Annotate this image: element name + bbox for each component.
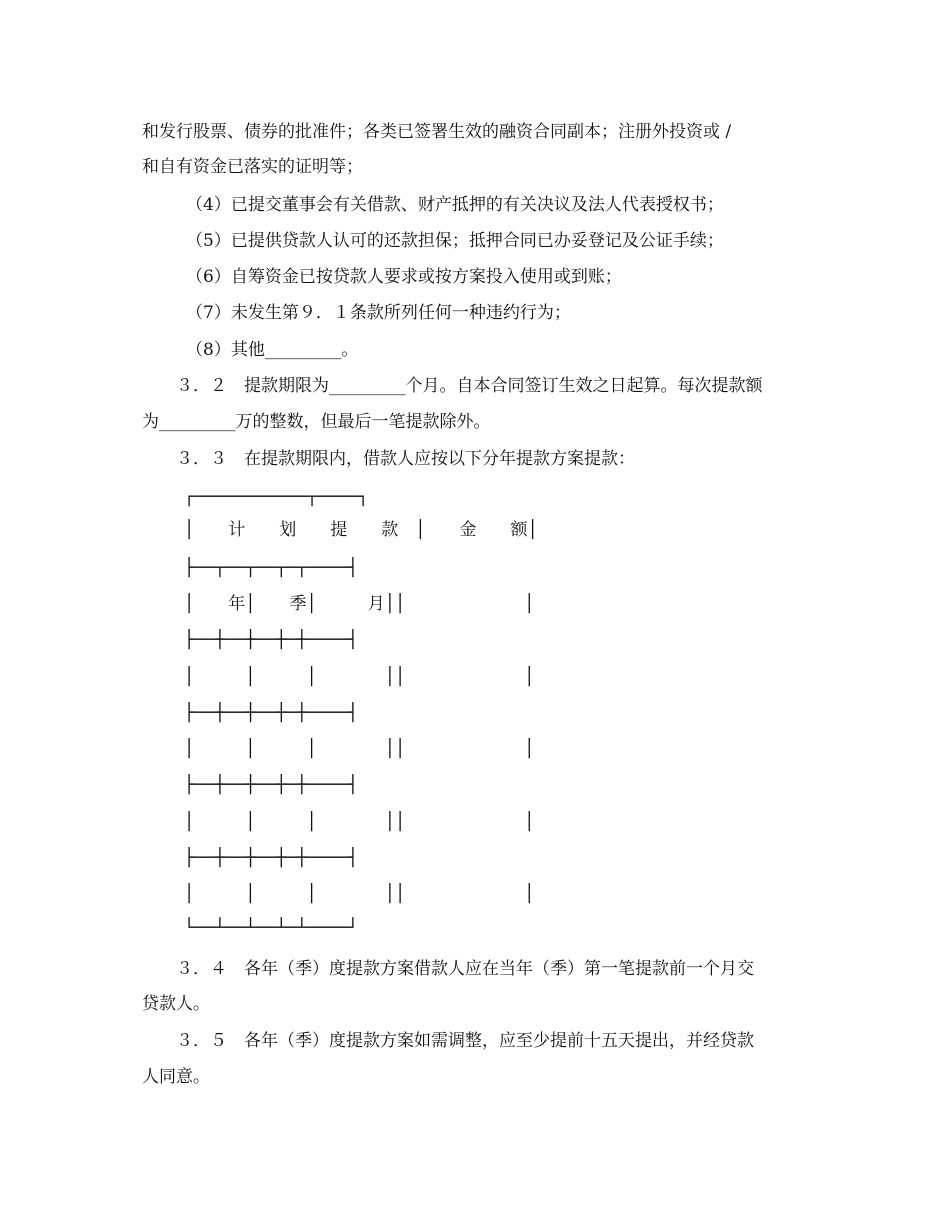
table-divider: ├──┼──┼──┼─┼────┤	[184, 848, 358, 868]
list-item: （5）已提供贷款人认可的还款担保；抵押合同已办妥登记及公证手续；	[186, 231, 724, 251]
table-border-top: ┌───────────┬────┐	[184, 487, 369, 507]
table-row: │ │ │ ││ │	[184, 884, 535, 904]
table-subheader-row: │ 年│ 季│ 月││ │	[184, 594, 535, 614]
clause-paragraph: ３．４ 各年（季）度提款方案借款人应在当年（季）第一笔提款前一个月交	[176, 959, 754, 979]
clause-paragraph: ３．２ 提款期限为_________个月。自本合同签订生效之日起算。每次提款额	[176, 376, 763, 396]
clause-paragraph: ３．３ 在提款期限内，借款人应按以下分年提款方案提款：	[176, 449, 635, 469]
table-divider: ├──┼──┼──┼─┼────┤	[184, 703, 358, 723]
list-item: （8）其他_________。	[186, 340, 359, 360]
table-row: │ │ │ ││ │	[184, 667, 535, 687]
clause-paragraph: 为_________万的整数，但最后一笔提款除外。	[142, 412, 491, 432]
table-row: │ │ │ ││ │	[184, 739, 535, 759]
clause-paragraph: 贷款人。	[142, 994, 210, 1014]
list-item: （4）已提交董事会有关借款、财产抵押的有关决议及法人代表授权书；	[186, 195, 724, 215]
table-divider: ├──┼──┼──┼─┼────┤	[184, 630, 358, 650]
paragraph-line: 和自有资金已落实的证明等；	[142, 157, 363, 177]
list-item: （7）未发生第９．１条款所列任何一种违约行为；	[186, 303, 571, 323]
table-header-row: │ 计 划 提 款 │ 金 额│	[184, 520, 538, 540]
table-divider: ├──┼──┼──┼─┼────┤	[184, 775, 358, 795]
list-item: （6）自筹资金已按贷款人要求或按方案投入使用或到账；	[186, 267, 622, 287]
table-row: │ │ │ ││ │	[184, 812, 535, 832]
clause-paragraph: 人同意。	[142, 1067, 210, 1087]
table-divider: ├──┬──┬──┬─┬────┤	[184, 558, 358, 578]
table-border-bottom: └──┴──┴──┴─┴────┘	[184, 918, 358, 938]
clause-paragraph: ３．５ 各年（季）度提款方案如需调整，应至少提前十五天提出，并经贷款	[176, 1031, 754, 1051]
paragraph-line: 和发行股票、债券的批准件；各类已签署生效的融资合同副本；注册外投资或 /	[142, 122, 732, 142]
